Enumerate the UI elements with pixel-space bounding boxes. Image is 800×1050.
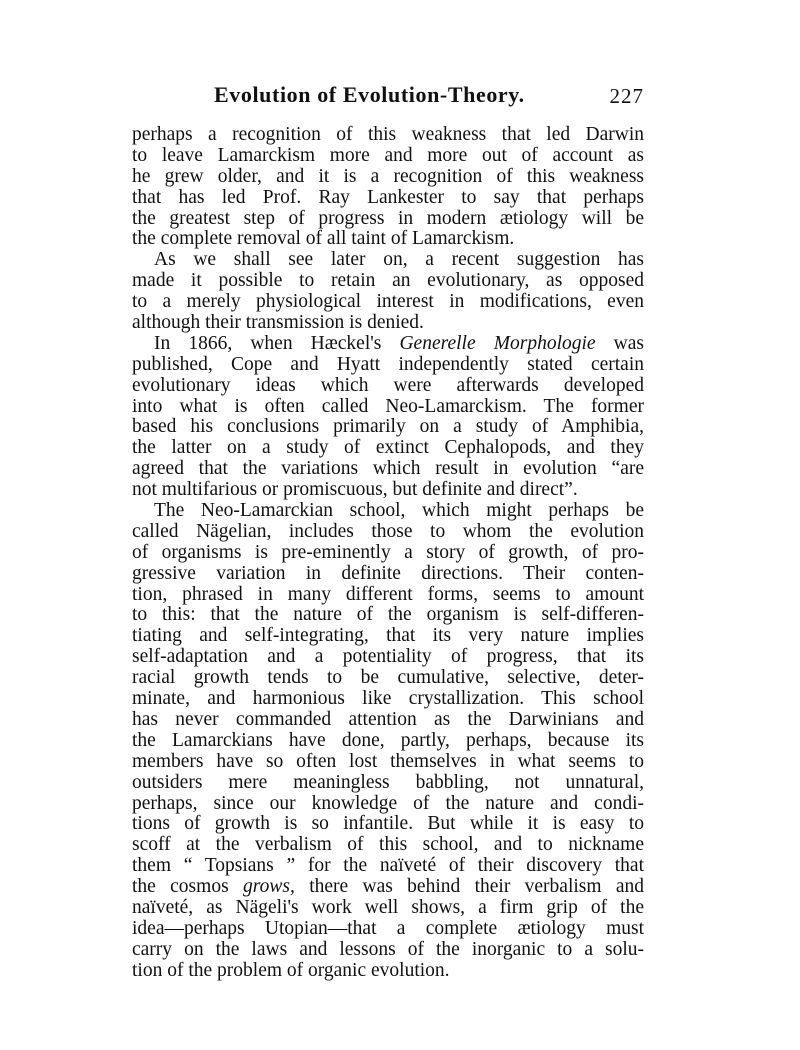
text-line: not multifarious or promiscuous, but definite and direct”. [132, 479, 578, 501]
text-line: although their transmission is denied. [132, 312, 424, 334]
text-run: there was behind their verbalism and [309, 876, 645, 898]
text-line: the Lamarckians have done, partly, perhaps, because its [132, 729, 644, 751]
text-line: As we shall see later on, a recent suggestion has [154, 249, 644, 271]
text-line: the greatest step of progress in modern ætiology will be [132, 207, 644, 229]
text-line: perhaps, since our knowledge of the nature and condi- [132, 792, 644, 814]
text-line: minate, and harmonious like crystallization. This school [132, 688, 644, 710]
text-line: self-adaptation and a potentiality of progress, that its [132, 646, 644, 668]
text-line: gressive variation in definite directions. Their conten- [132, 562, 644, 584]
text-line: agreed that the variations which result in evolution “are [132, 458, 644, 480]
running-head [132, 82, 644, 112]
text-line: called Nägelian, includes those to whom the evolution [132, 520, 644, 542]
text-line: tion, phrased in many different forms, seems to amount [132, 583, 644, 605]
running-title: Evolution of Evolution-Theory. [214, 82, 525, 107]
text-line: perhaps a recognition of this weakness that led Darwin [132, 124, 644, 145]
text-line: naïveté, as Nägeli's work well shows, a firm grip of the [132, 896, 644, 918]
italic-word: grows, [243, 876, 295, 898]
text-line: tion of the problem of organic evolution. [132, 959, 450, 981]
text-line: to leave Lamarckism more and more out of account as [132, 144, 644, 166]
text-line: to this: that the nature of the organism is self-differen- [132, 604, 644, 626]
body-text [132, 125, 644, 982]
text-line: into what is often called Neo-Lamarckism. The former [132, 395, 644, 417]
text-line: the complete removal of all taint of Lamarckism. [132, 228, 515, 250]
text-line-mixed [132, 334, 644, 355]
text-line: based his conclusions primarily on a study of Amphibia, [132, 416, 644, 438]
text-line: tiating and self-integrating, that its very nature implies [132, 625, 644, 647]
text-line-mixed [132, 877, 644, 898]
text-line: he grew older, and it is a recognition of this weakness [132, 165, 644, 187]
text-line: evolutionary ideas which were afterwards developed [132, 374, 644, 396]
text-run: In 1866, when Hæckel's [154, 332, 382, 354]
page-number: 227 [609, 84, 644, 108]
text-line: to a merely physiological interest in modifications, even [132, 291, 644, 313]
text-line: The Neo-Lamarckian school, which might perhaps be [154, 500, 644, 522]
italic-title: Generelle Morphologie [399, 332, 596, 354]
text-line: published, Cope and Hyatt independently stated certain [132, 353, 644, 375]
text-line: has never commanded attention as the Darwinians and [132, 708, 644, 730]
text-line: that has led Prof. Ray Lankester to say that perhaps [132, 186, 644, 208]
text-line: idea—perhaps Utopian—that a complete ætiology must [132, 917, 644, 939]
text-line: tions of growth is so infantile. But while it is easy to [132, 813, 644, 835]
text-line: racial growth tends to be cumulative, selective, deter- [132, 667, 644, 689]
text-line: them “ Topsians ” for the naïveté of their discovery that [132, 855, 644, 877]
text-run: the cosmos [132, 876, 229, 898]
text-line: outsiders mere meaningless babbling, not unnatural, [132, 771, 644, 793]
text-run: was [613, 332, 644, 354]
text-line: carry on the laws and lessons of the inorganic to a solu- [132, 938, 644, 960]
text-line: of organisms is pre-eminently a story of growth, of pro- [132, 541, 644, 563]
text-line: scoff at the verbalism of this school, and to nickname [132, 834, 644, 856]
text-line: members have so often lost themselves in what seems to [132, 750, 644, 772]
text-line: the latter on a study of extinct Cephalopods, and they [132, 437, 644, 459]
text-line: made it possible to retain an evolutionary, as opposed [132, 270, 644, 292]
